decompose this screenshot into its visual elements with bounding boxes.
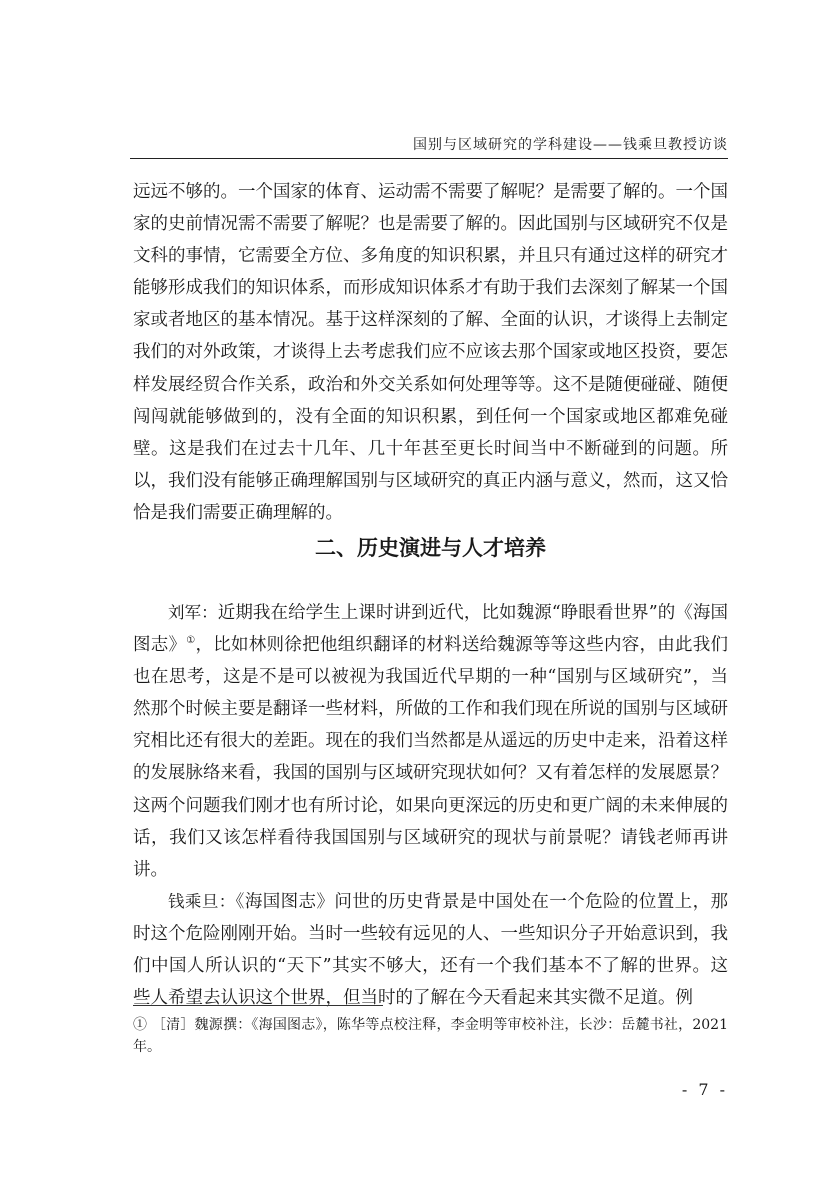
paragraph-text: 近期我在给学生上课时讲到近代，比如魏源“睁眼看世界”的《海国图志》 bbox=[133, 603, 728, 656]
paragraph-continuation: 远远不够的。一个国家的体育、运动需不需要了解呢？是需要了解的。一个国家的史前情况需不需要了解呢？也是需要了解的。因此国别与区域研究不仅是文科的事情，它需要全方位、多角度的知识积累，并且只有通过这样的研究才能够形成我们的知识体系，而形成知识体系才有助于我们去深刻了解某一个国家或者地区的基本情况。基于这样深刻的了解、全面的认识，才谈得上去制定我们的对外政策，才谈得上去考虑我们应不应该去那个国家或地区投资，要怎样发展经贸合作关系，政治和外交关系如何处理等等。这不是随便碰碰、随便闯闯就能够做到的，没有全面的知识积累，到任何一个国家或地区都难免碰壁。这是我们在过去十几年、几十年甚至更长时间当中不断碰到的问题。所以，我们没有能够正确理解国别与区域研究的真正内涵与意义，然而，这又恰恰是我们需要正确理解的。 bbox=[133, 182, 728, 523]
page-number: - 7 - bbox=[681, 1080, 728, 1099]
header-rule bbox=[130, 158, 728, 159]
paragraph-qian-chengdan bbox=[133, 886, 728, 1014]
paragraph-liu-jun bbox=[133, 597, 728, 886]
footnote-reference[interactable]: ① bbox=[186, 635, 196, 647]
running-title: 国别与区域研究的学科建设——钱乘旦教授访谈 bbox=[413, 137, 728, 153]
speaker-label: 钱乘旦： bbox=[168, 891, 236, 911]
paragraph-text: ，比如林则徐把他组织翻译的材料送给魏源等等这些内容，由此我们也在思考，这是不是可以被视为我国近代早期的一种“国别与区域研究”，当然那个时候主要是翻译一些材料，所做的工作和我们现在所说的国别与区域研究相比还有很大的差距。现在的我们当然都是从遥远的历史中走来，沿着这样的发展脉络来看，我国的国别与区域研究现状如何？又有着怎样的发展愿景？这两个问题我们刚才也有所讨论，如果向更深远的历史和更广阔的未来伸展的话，我们又该怎样看待我国国别与区域研究的现状与前景呢？请钱老师再讲讲。 bbox=[133, 635, 729, 880]
paragraph-text: 《海国图志》问世的历史背景是中国处在一个危险的位置上，那时这个危险刚刚开始。当时一些较有远见的人、一些知识分子开始意识到，我们中国人所认识的“天下”其实不够大，还有一个我们基本不了解的世界。这些人希望去认识这个世界，但当时的了解在今天看起来其实微不足道。例 bbox=[133, 891, 729, 1009]
footnote: ① ［清］魏源撰：《海国图志》，陈华等点校注释，李金明等审校补注，长沙：岳麓书社，2021 年。 bbox=[133, 1017, 728, 1055]
speaker-label: 刘军： bbox=[168, 603, 218, 622]
text-block-1 bbox=[133, 176, 728, 529]
section-heading: 二、历史演进与人才培养 bbox=[315, 536, 546, 560]
text-block-2 bbox=[133, 597, 728, 1014]
footnote-rule bbox=[133, 1005, 383, 1006]
